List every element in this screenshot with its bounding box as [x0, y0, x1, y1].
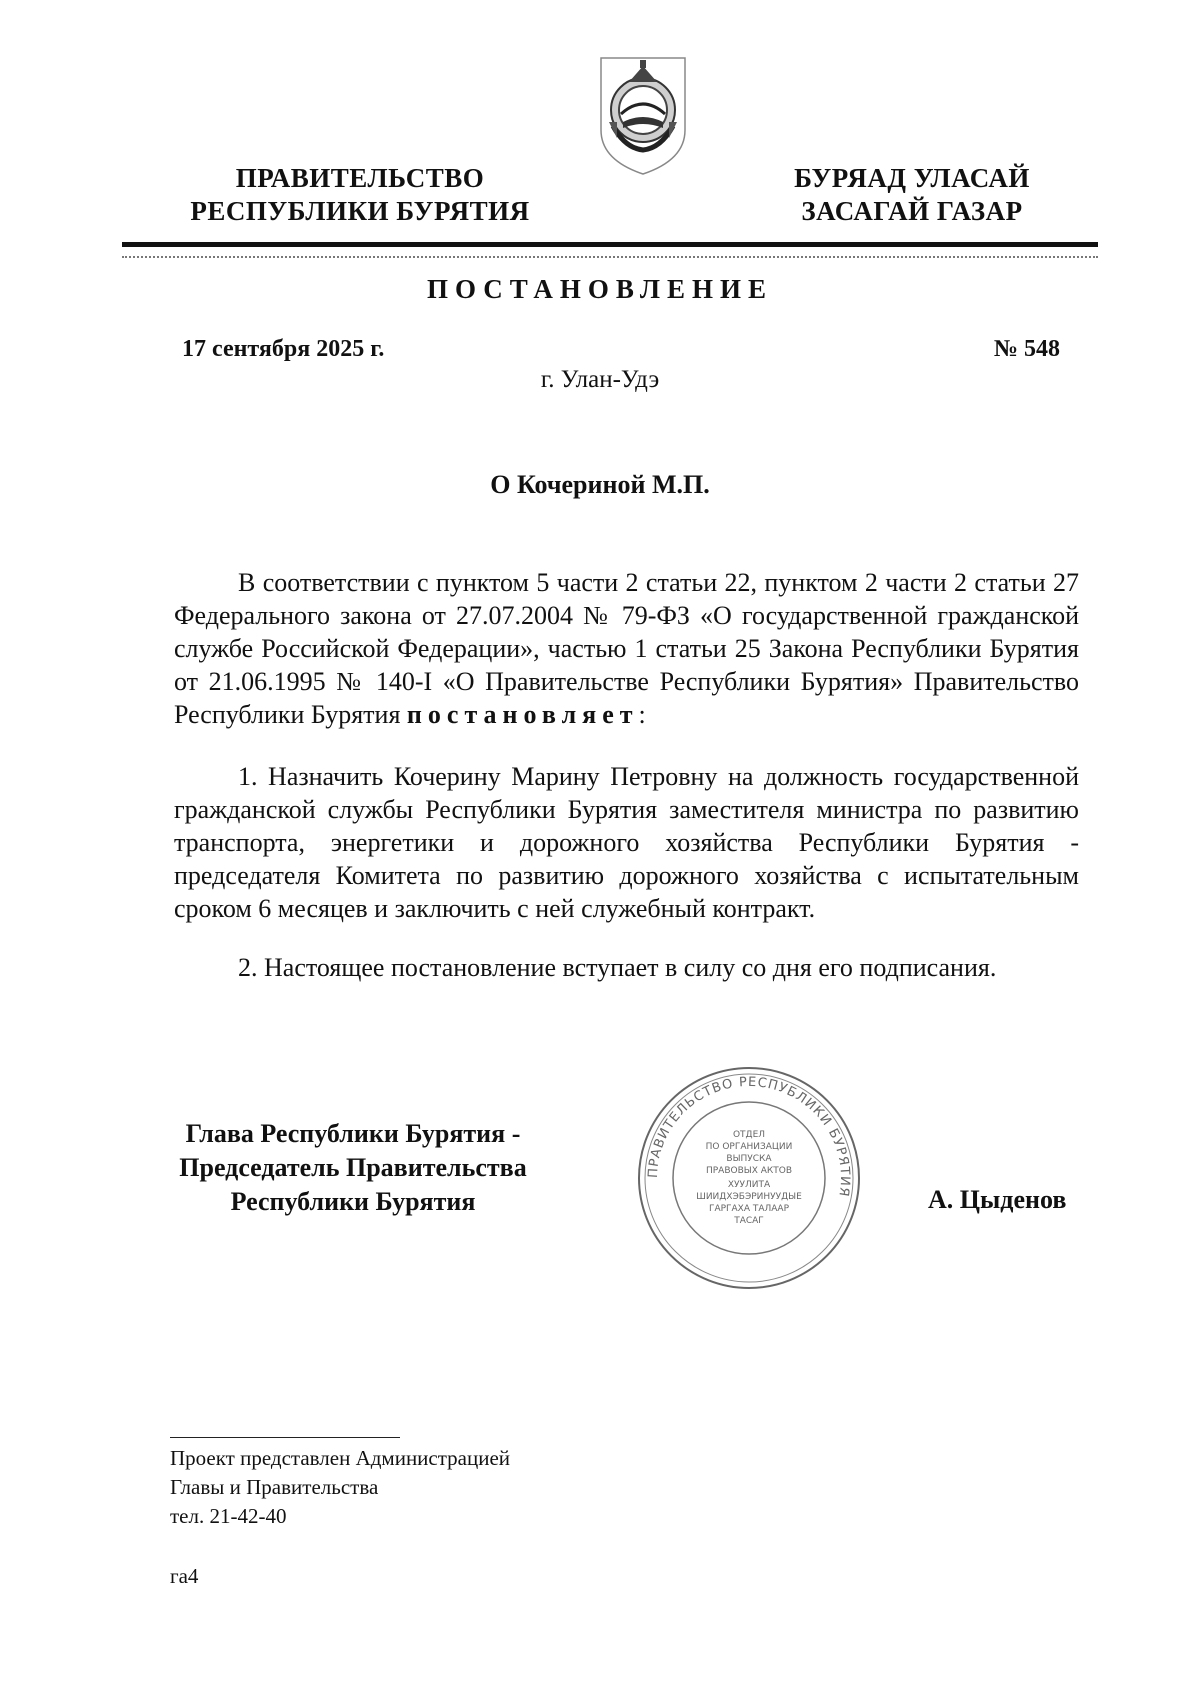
header-divider-thick: [122, 242, 1098, 247]
seal-line-2: ПО ОРГАНИЗАЦИИ: [705, 1142, 793, 1152]
header-right-line-2: ЗАСАГАЙ ГАЗАР: [801, 196, 1023, 226]
seal-line-3: ВЫПУСКА: [726, 1154, 772, 1164]
body-paragraph-2: 1. Назначить Кочерину Марину Петровну на должность государственной гражданской службы Республики Бурятия заместителя министра по развитию транспорта, энергетики и дорожного хозяйства Республики Бурятия - председателя Комитета по развитию дорожного хозяйства с испытательным сроком 6 месяцев и заключить с ней служебный контракт.: [174, 762, 1079, 923]
header-left: [160, 162, 560, 228]
seal-line-1: ОТДЕЛ: [732, 1130, 766, 1140]
seal-line-8: ТАСАГ: [734, 1216, 764, 1226]
document-subject: О Кочериной М.П.: [490, 470, 710, 499]
signatory-position: [158, 1117, 548, 1219]
signatory-name: А. Цыденов: [928, 1185, 1067, 1214]
footer-line-2: Главы и Правительства: [170, 1475, 379, 1499]
footer-line-3: тел. 21-42-40: [170, 1504, 287, 1528]
header-right-line-1: БУРЯАД УЛАСАЙ: [794, 163, 1030, 193]
header-left-line-1: ПРАВИТЕЛЬСТВО: [235, 163, 485, 193]
document-city: г. Улан-Удэ: [540, 366, 660, 393]
coat-of-arms-icon: [595, 52, 691, 178]
body-paragraph-1-verb: постановляет: [406, 700, 639, 729]
document-number: № 548: [993, 336, 1060, 362]
seal-line-4: ПРАВОВЫХ АКТОВ: [705, 1166, 793, 1176]
seal-line-6: ШИИДХЭБЭРИНУУДЫЕ: [696, 1192, 802, 1202]
header-left-line-2: РЕСПУБЛИКИ БУРЯТИЯ: [190, 196, 530, 226]
seal-line-5: ХУУЛИТА: [727, 1180, 771, 1190]
official-seal-icon: [634, 1063, 864, 1293]
footer-divider: [170, 1437, 400, 1438]
body-paragraph-1-end: :: [638, 700, 646, 729]
body-paragraph-1-text: В соответствии с пунктом 5 части 2 статьи 22, пунктом 2 части 2 статьи 27 Федерального закона от 27.07.2004 № 79-ФЗ «О государственной гражданской службе Российской Федерации», частью 1 статьи 25 Закона Республики Бурятия от 21.06.1995 № 140-I «О Правительстве Республики Бурятия» Правительство Республики Бурятия: [174, 568, 1079, 729]
signatory-position-line-2: Председатель Правительства: [179, 1153, 527, 1182]
signatory-position-line-1: Глава Республики Бурятия -: [185, 1119, 521, 1148]
footer-line-1: Проект представлен Администрацией: [170, 1446, 511, 1470]
document-type: ПОСТАНОВЛЕНИЕ: [426, 274, 774, 304]
signatory-position-line-3: Республики Бурятия: [230, 1187, 476, 1216]
seal-line-7: ГАРГАХА ТАЛААР: [708, 1204, 790, 1214]
body-paragraph-1: [174, 566, 1079, 731]
body-paragraph-3: 2. Настоящее постановление вступает в силу со дня его подписания.: [238, 953, 997, 982]
header-right: [752, 162, 1072, 228]
footer-note: [170, 1444, 510, 1531]
header-divider-thin: [122, 256, 1098, 258]
document-code: га4: [170, 1564, 199, 1588]
seal-outer-text: ПРАВИТЕЛЬСТВО РЕСПУБЛИКИ БУРЯТИЯ: [645, 1074, 853, 1199]
document-date: 17 сентября 2025 г.: [182, 336, 385, 362]
